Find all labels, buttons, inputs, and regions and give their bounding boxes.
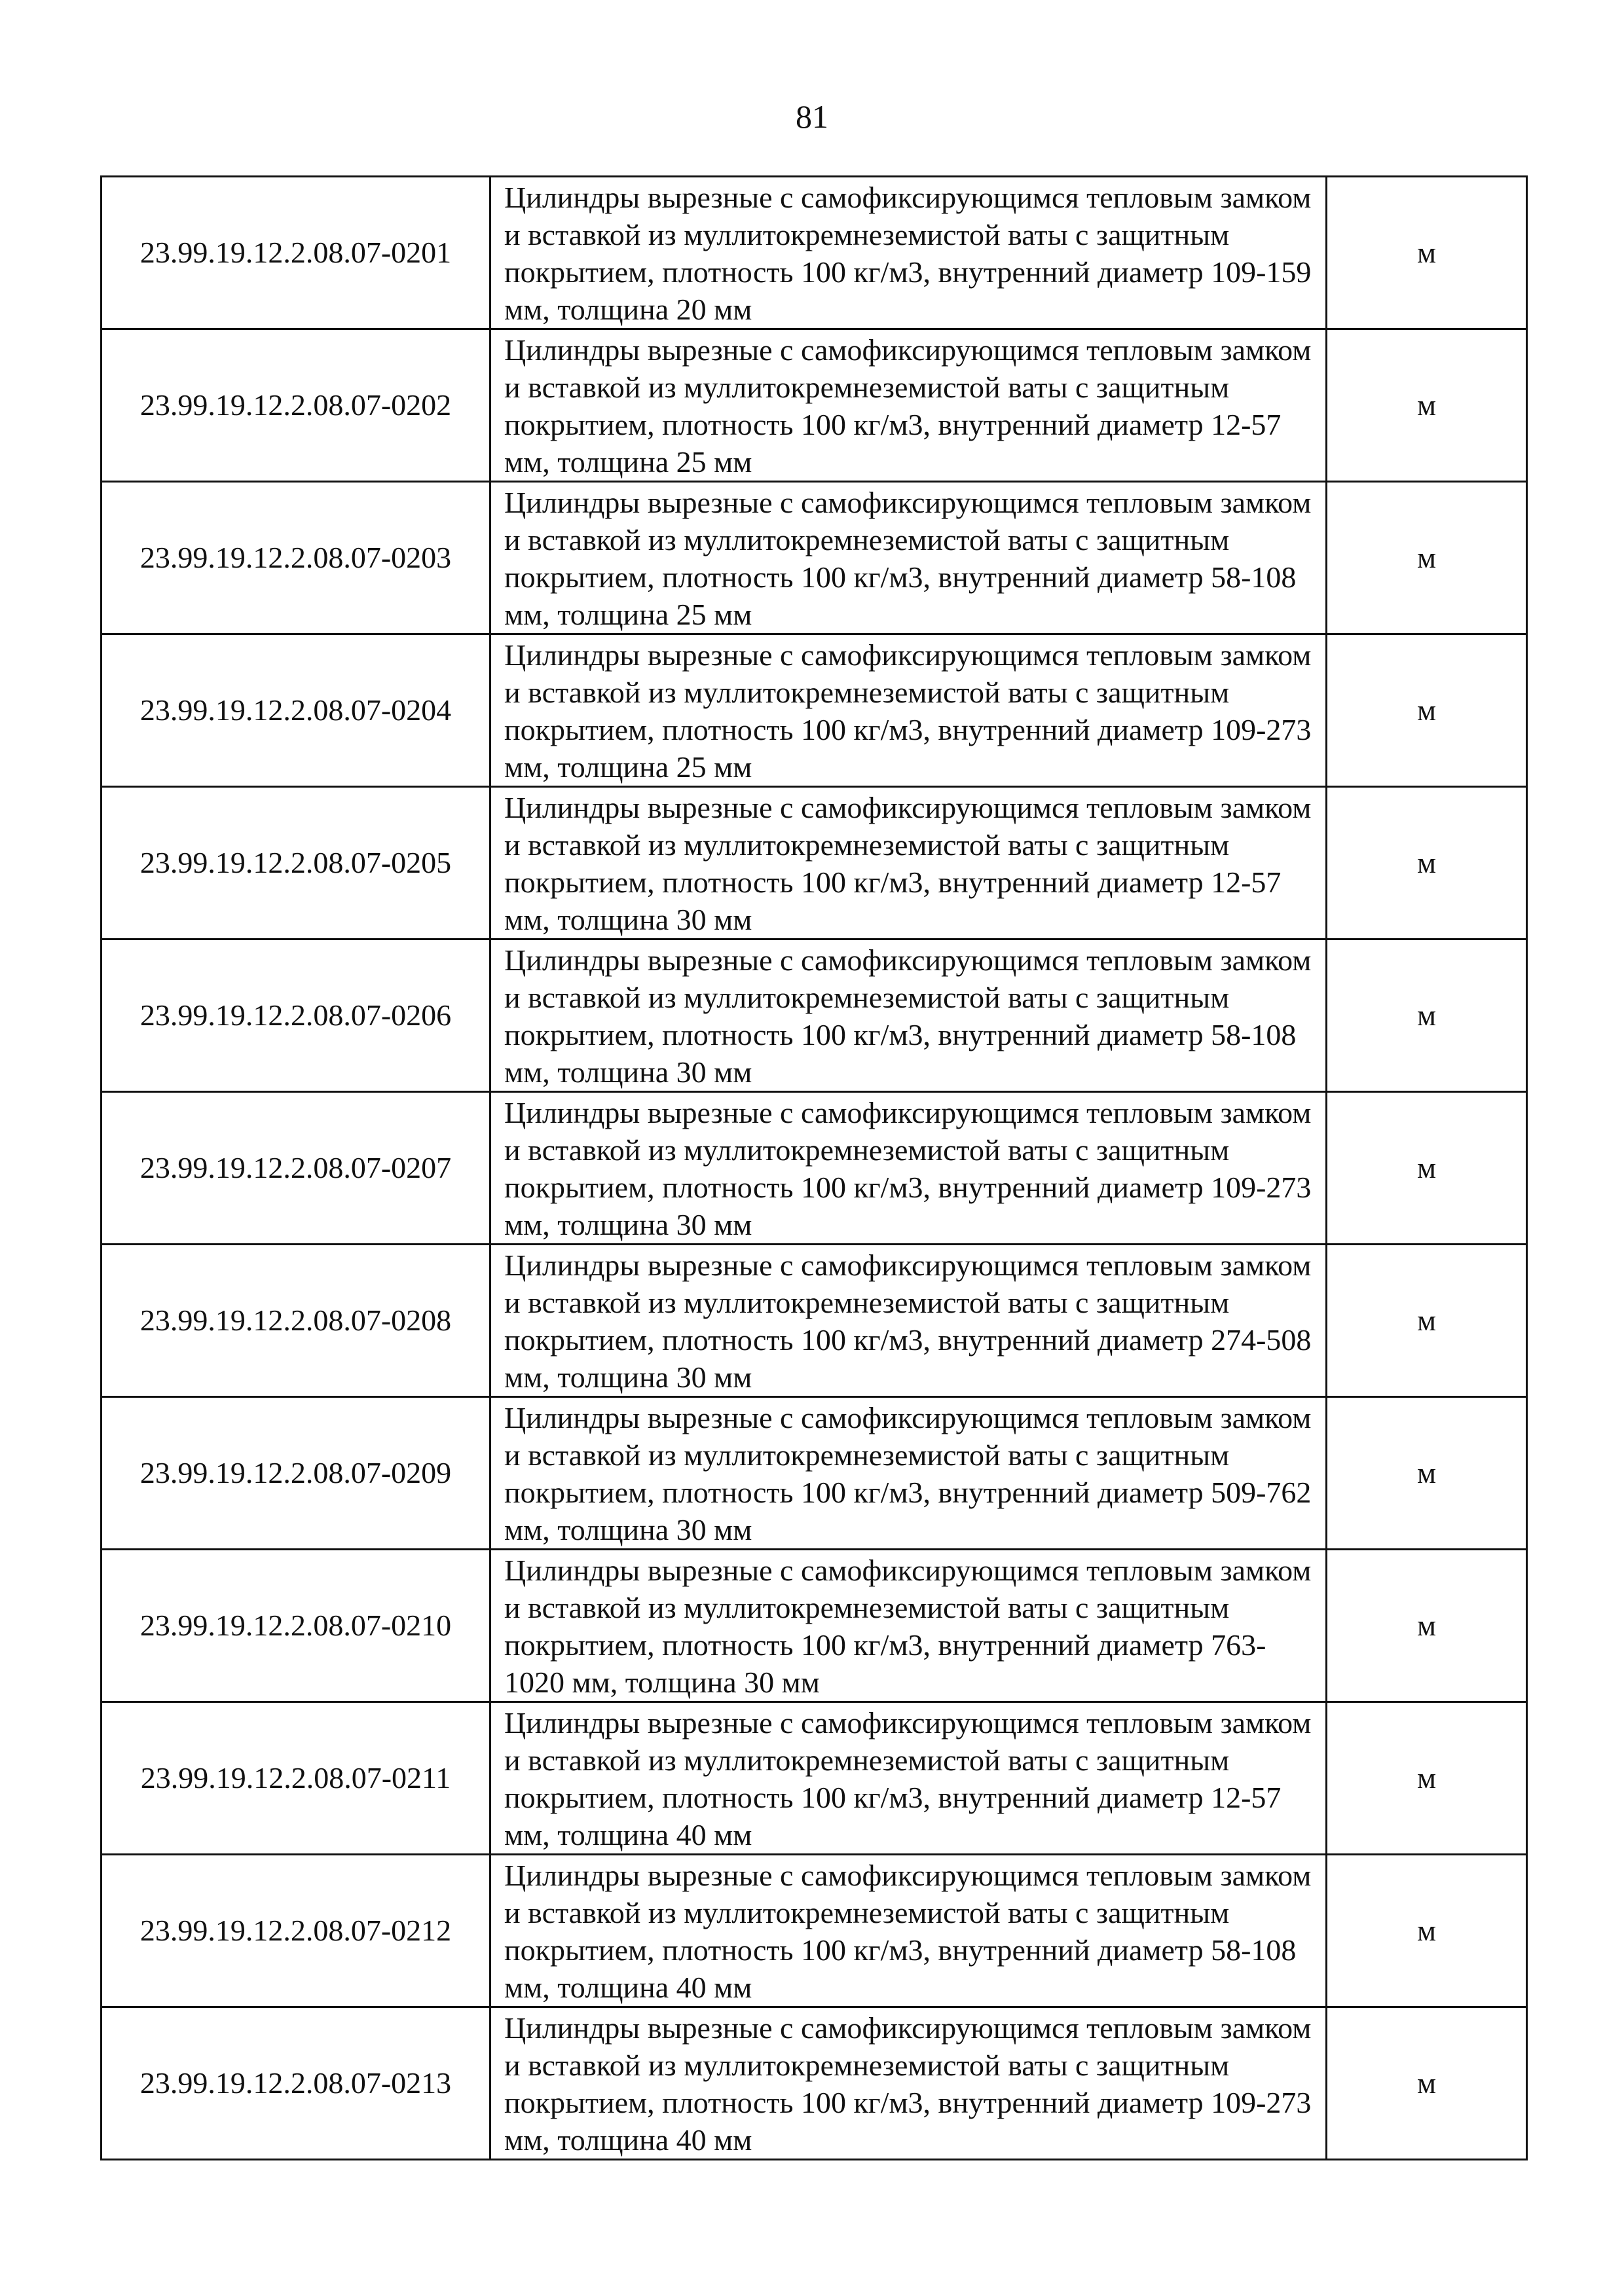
unit-of-measure: м (1327, 634, 1527, 787)
table-row (101, 1397, 1527, 1550)
resource-description: Цилиндры вырезные с самофиксирующимся тепловым замком и вставкой из муллитокремнеземистой ваты с защитным покрытием, плотность 100 кг/м3, внутренний диаметр 12-57 мм, толщина 25 мм (490, 329, 1327, 482)
resource-code: 23.99.19.12.2.08.07-0202 (101, 329, 490, 482)
table-row (101, 1092, 1527, 1245)
unit-of-measure: м (1327, 1397, 1527, 1550)
resource-table (100, 175, 1528, 2160)
unit-of-measure: м (1327, 329, 1527, 482)
unit-of-measure: м (1327, 482, 1527, 634)
table-row (101, 939, 1527, 1092)
resource-code: 23.99.19.12.2.08.07-0207 (101, 1092, 490, 1245)
resource-table-body (101, 177, 1527, 2160)
resource-code: 23.99.19.12.2.08.07-0206 (101, 939, 490, 1092)
unit-of-measure: м (1327, 2007, 1527, 2160)
resource-code: 23.99.19.12.2.08.07-0210 (101, 1550, 490, 1702)
table-row (101, 787, 1527, 939)
resource-code: 23.99.19.12.2.08.07-0203 (101, 482, 490, 634)
resource-description: Цилиндры вырезные с самофиксирующимся тепловым замком и вставкой из муллитокремнеземистой ваты с защитным покрытием, плотность 100 кг/м3, внутренний диаметр 12-57 мм, толщина 30 мм (490, 787, 1327, 939)
page-number: 81 (796, 98, 828, 135)
unit-of-measure: м (1327, 787, 1527, 939)
unit-of-measure: м (1327, 1702, 1527, 1855)
resource-description: Цилиндры вырезные с самофиксирующимся тепловым замком и вставкой из муллитокремнеземистой ваты с защитным покрытием, плотность 100 кг/м3, внутренний диаметр 274-508 мм, толщина 30 мм (490, 1245, 1327, 1397)
unit-of-measure: м (1327, 1855, 1527, 2007)
resource-code: 23.99.19.12.2.08.07-0205 (101, 787, 490, 939)
unit-of-measure: м (1327, 1245, 1527, 1397)
resource-code: 23.99.19.12.2.08.07-0211 (101, 1702, 490, 1855)
table-row (101, 1855, 1527, 2007)
table-row (101, 177, 1527, 329)
table-row (101, 482, 1527, 634)
resource-description: Цилиндры вырезные с самофиксирующимся тепловым замком и вставкой из муллитокремнеземистой ваты с защитным покрытием, плотность 100 кг/м3, внутренний диаметр 763-1020 мм, толщина 30 мм (490, 1550, 1327, 1702)
resource-description: Цилиндры вырезные с самофиксирующимся тепловым замком и вставкой из муллитокремнеземистой ваты с защитным покрытием, плотность 100 кг/м3, внутренний диаметр 109-159 мм, толщина 20 мм (490, 177, 1327, 329)
resource-description: Цилиндры вырезные с самофиксирующимся тепловым замком и вставкой из муллитокремнеземистой ваты с защитным покрытием, плотность 100 кг/м3, внутренний диаметр 12-57 мм, толщина 40 мм (490, 1702, 1327, 1855)
unit-of-measure: м (1327, 177, 1527, 329)
unit-of-measure: м (1327, 1092, 1527, 1245)
resource-description: Цилиндры вырезные с самофиксирующимся тепловым замком и вставкой из муллитокремнеземистой ваты с защитным покрытием, плотность 100 кг/м3, внутренний диаметр 58-108 мм, толщина 40 мм (490, 1855, 1327, 2007)
table-row (101, 634, 1527, 787)
unit-of-measure: м (1327, 939, 1527, 1092)
resource-code: 23.99.19.12.2.08.07-0212 (101, 1855, 490, 2007)
resource-code: 23.99.19.12.2.08.07-0208 (101, 1245, 490, 1397)
unit-of-measure: м (1327, 1550, 1527, 1702)
resource-description: Цилиндры вырезные с самофиксирующимся тепловым замком и вставкой из муллитокремнеземистой ваты с защитным покрытием, плотность 100 кг/м3, внутренний диаметр 509-762 мм, толщина 30 мм (490, 1397, 1327, 1550)
resource-code: 23.99.19.12.2.08.07-0204 (101, 634, 490, 787)
resource-description: Цилиндры вырезные с самофиксирующимся тепловым замком и вставкой из муллитокремнеземистой ваты с защитным покрытием, плотность 100 кг/м3, внутренний диаметр 58-108 мм, толщина 25 мм (490, 482, 1327, 634)
resource-code: 23.99.19.12.2.08.07-0213 (101, 2007, 490, 2160)
table-row (101, 1702, 1527, 1855)
resource-code: 23.99.19.12.2.08.07-0209 (101, 1397, 490, 1550)
resource-description: Цилиндры вырезные с самофиксирующимся тепловым замком и вставкой из муллитокремнеземистой ваты с защитным покрытием, плотность 100 кг/м3, внутренний диаметр 109-273 мм, толщина 30 мм (490, 1092, 1327, 1245)
table-row (101, 1245, 1527, 1397)
table-row (101, 1550, 1527, 1702)
resource-description: Цилиндры вырезные с самофиксирующимся тепловым замком и вставкой из муллитокремнеземистой ваты с защитным покрытием, плотность 100 кг/м3, внутренний диаметр 109-273 мм, толщина 25 мм (490, 634, 1327, 787)
table-row (101, 2007, 1527, 2160)
resource-code: 23.99.19.12.2.08.07-0201 (101, 177, 490, 329)
resource-description: Цилиндры вырезные с самофиксирующимся тепловым замком и вставкой из муллитокремнеземистой ваты с защитным покрытием, плотность 100 кг/м3, внутренний диаметр 109-273 мм, толщина 40 мм (490, 2007, 1327, 2160)
resource-description: Цилиндры вырезные с самофиксирующимся тепловым замком и вставкой из муллитокремнеземистой ваты с защитным покрытием, плотность 100 кг/м3, внутренний диаметр 58-108 мм, толщина 30 мм (490, 939, 1327, 1092)
table-row (101, 329, 1527, 482)
